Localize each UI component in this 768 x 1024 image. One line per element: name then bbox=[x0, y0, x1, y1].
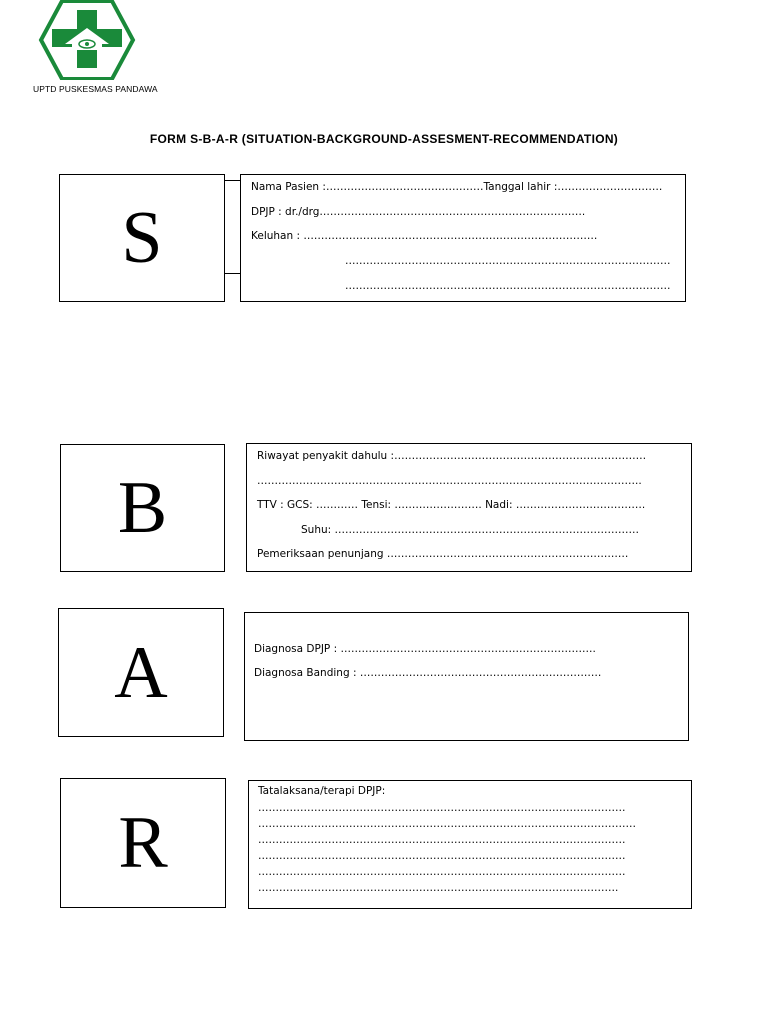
therapy-line-row: …………………………………………………………………………………………… bbox=[258, 866, 626, 878]
section-a-letter-box bbox=[58, 608, 224, 737]
section-a-letter: A bbox=[114, 631, 168, 714]
section-s-info-box bbox=[240, 174, 686, 302]
vital-signs-row: TTV : GCS: ………… Tensi: ……………………. Nadi: ………………………………. bbox=[257, 499, 646, 511]
section-r-letter-box bbox=[60, 778, 226, 908]
therapy-line-row: …………………………………………………………………………………………… bbox=[258, 802, 626, 814]
supporting-exam-row: Pemeriksaan penunjang …………………………………………………………… bbox=[257, 548, 629, 560]
therapy-label-row: Tatalaksana/terapi DPJP: bbox=[258, 785, 386, 797]
section-r-info-box bbox=[248, 780, 692, 909]
differential-diagnosis-row: Diagnosa Banding : …………………………………………………………… bbox=[254, 667, 602, 679]
complaint-continuation-row: ………………………………………………………………………………… bbox=[345, 255, 671, 267]
section-s-connector bbox=[224, 180, 241, 274]
therapy-line-row: …………………………………………………………………………………………… bbox=[258, 834, 626, 846]
complaint-continuation-row: ………………………………………………………………………………… bbox=[345, 280, 671, 292]
medical-history-continuation-row: ……………………………………………………………………………………………….. bbox=[257, 475, 642, 487]
section-b-letter: B bbox=[117, 467, 168, 549]
diagnosis-dpjp-row: Diagnosa DPJP : ………………………………………………………………. bbox=[254, 643, 596, 655]
section-b-info-box bbox=[246, 443, 692, 572]
section-s-letter-box bbox=[59, 174, 225, 302]
section-s-letter: S bbox=[121, 197, 163, 279]
section-a-info-box bbox=[244, 612, 689, 741]
therapy-line-row: ……………………………………………………………………………………………… bbox=[258, 818, 636, 830]
section-b-letter-box bbox=[60, 444, 225, 572]
section-r-letter: R bbox=[118, 802, 168, 884]
complaint-row: Keluhan : ………………………………………………………………………… bbox=[251, 230, 598, 242]
organization-name: UPTD PUSKESMAS PANDAWA bbox=[33, 84, 158, 94]
medical-history-row: Riwayat penyakit dahulu :……………………………………………………………… bbox=[257, 450, 647, 462]
patient-name-row: Nama Pasien :………………………………………Tanggal lahir :………………………… bbox=[251, 181, 663, 193]
health-cross-logo-icon bbox=[38, 0, 136, 80]
therapy-line-row: …………………………………………………………………………………………… bbox=[258, 850, 626, 862]
therapy-line-row: …………………………………………………………………………………………. bbox=[258, 882, 619, 894]
dpjp-row: DPJP : dr./drg…………………………………………………………………. bbox=[251, 206, 586, 218]
form-title: FORM S-B-A-R (SITUATION-BACKGROUND-ASSESMENT-RECOMMENDATION) bbox=[149, 132, 619, 146]
temperature-row: Suhu: …………………………………………………………………………… bbox=[301, 524, 640, 536]
